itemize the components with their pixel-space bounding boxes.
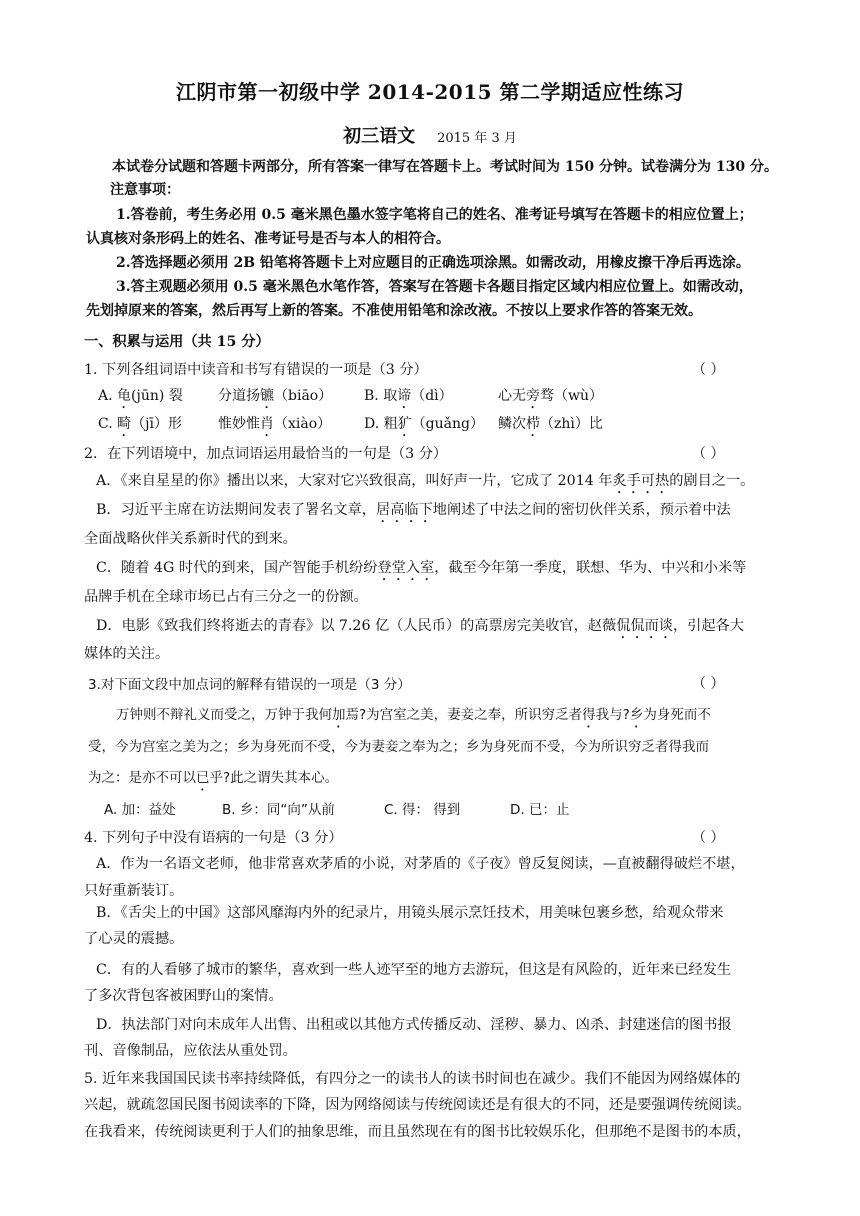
q3-stem: 3.对下面文段中加点词的解释有错误的一项是（3 分） bbox=[88, 677, 411, 693]
q1-option-d: D. 粗犷（guǎng） bbox=[364, 416, 484, 432]
q3-option-d: D. 已：止 bbox=[510, 802, 570, 818]
q1-option-c-2: 惟妙惟肖（xiào） bbox=[218, 416, 332, 432]
q5-line-2: 兴起，就疏忽国民图书阅读率的下降，因为网络阅读与传统阅读还是有很大的不同，还是要强调传统阅读。 bbox=[84, 1097, 751, 1113]
q2-option-d-cont: 媒体的关注。 bbox=[84, 646, 170, 662]
q1-option-c: C. 畸（jī）形 bbox=[98, 416, 182, 432]
notice-heading: 注意事项： bbox=[110, 182, 180, 198]
q3-option-c: C. 得： 得到 bbox=[384, 802, 461, 818]
q1-option-a-2: 分道扬镳（biāo） bbox=[218, 388, 333, 404]
q4-answer-blank: （ ） bbox=[692, 830, 725, 846]
q5-line-3: 在我看来，传统阅读更利于人们的抽象思维，而且虽然现在有的图书比较娱乐化，但那绝不是图书的本质， bbox=[84, 1124, 751, 1140]
q2-option-c: C．随着 4G 时代的到来，国产智能手机纷纷登堂入室，截至今年第一季度，联想、华为、中兴和小米等 bbox=[96, 560, 747, 576]
q4-option-a: A．作为一名语文老师，他非常喜欢茅盾的小说，对茅盾的《子夜》曾反复阅读，—直被翻得破烂不堪， bbox=[96, 856, 745, 872]
q4-option-a-cont: 只好重新装订。 bbox=[84, 883, 184, 899]
q2-option-b-cont: 全面战略伙伴关系新时代的到来。 bbox=[84, 531, 297, 547]
q2-option-b: B．习近平主席在访法期间发表了署名文章，居高临下地阐述了中法之间的密切伙伴关系，预示着中法 bbox=[96, 502, 731, 518]
q3-passage-line-1: 万钟则不辩礼义而受之，万钟于我何加焉?为宫室之美，妻妾之奉，所识穷乏者得我与?乡为身死而不 bbox=[116, 707, 711, 723]
q4-option-c-cont: 了多次背包客被困野山的案情。 bbox=[84, 988, 283, 1004]
q1-option-d-2: 鳞次栉（zhì）比 bbox=[498, 416, 603, 432]
instruction-item-2: 2.答选择题必须用 2B 铅笔将答题卡上对应题目的正确选项涂黑。如需改动，用橡皮擦干净后再选涂。 bbox=[116, 255, 750, 271]
instructions-line-1: 本试卷分试题和答题卡两部分，所有答案一律写在答题卡上。考试时间为 150 分钟。试卷满分为 130 分。 bbox=[112, 159, 778, 175]
q4-option-d-cont: 刊、音像制品，应依法从重处罚。 bbox=[84, 1043, 297, 1059]
exam-subtitle bbox=[0, 122, 860, 148]
q4-option-b-cont: 了心灵的震撼。 bbox=[84, 931, 184, 947]
instruction-item-1b: 认真核对条形码上的姓名、准考证号是否与本人的相符合。 bbox=[86, 231, 450, 247]
q1-option-b: B. 取谛（dì） bbox=[364, 388, 453, 404]
q3-passage-line-2: 受，今为宫室之美为之；乡为身死而不受，今为妻妾之奉为之；乡为身死而不受，今为所识穷乏者得我而 bbox=[88, 739, 709, 755]
q2-option-c-cont: 品牌手机在全球市场已占有三分之一的份额。 bbox=[84, 589, 368, 605]
q4-option-d: D．执法部门对向未成年人出售、出租或以其他方式传播反动、淫秽、暴力、凶杀、封建迷信的图书报 bbox=[96, 1017, 732, 1033]
q1-answer-blank: （ ） bbox=[692, 362, 725, 378]
q4-option-c: C．有的人看够了城市的繁华，喜欢到一些人迹罕至的地方去游玩，但这是有风险的，近年来已经发生 bbox=[96, 962, 732, 978]
q4-stem: 4. 下列句子中没有语病的一句是（3 分） bbox=[84, 830, 343, 846]
q3-option-a: A. 加：益处 bbox=[104, 802, 176, 818]
instruction-item-1a: 1.答卷前，考生务必用 0.5 毫米黑色墨水签字笔将自己的姓名、准考证号填写在答题卡的相应位置上； bbox=[116, 207, 753, 223]
section-heading: 一、积累与运用（共 15 分） bbox=[84, 334, 270, 350]
instruction-item-3a: 3.答主观题必须用 0.5 毫米黑色水笔作答，答案写在答题卡各题目指定区域内相应位置上。如需改动， bbox=[116, 279, 753, 295]
q1-option-a: A. 龟(jūn) 裂 bbox=[98, 388, 183, 404]
instruction-item-3b: 先划掉原来的答案，然后再写上新的答案。不准使用铅笔和涂改液。不按以上要求作答的答案无效。 bbox=[86, 303, 702, 319]
q2-option-d: D．电影《致我们终将逝去的青春》以 7.26 亿（人民币）的高票房完美收官，赵薇侃侃而谈，引起各大 bbox=[96, 618, 744, 634]
q1-option-b-2: 心无旁骛（wù） bbox=[498, 388, 603, 404]
q3-passage-line-3: 为之：是亦不可以已乎?此之谓失其本心。 bbox=[88, 770, 339, 786]
q3-option-b: B. 乡：同“向”从前 bbox=[222, 802, 335, 818]
q1-stem: 1. 下列各组词语中读音和书写有错误的一项是（3 分） bbox=[84, 362, 428, 378]
q3-answer-blank: （ ） bbox=[692, 676, 725, 692]
exam-date: 2015 年 3 月 bbox=[437, 131, 517, 146]
q2-stem: 2．在下列语境中，加点词语运用最恰当的一句是（3 分） bbox=[84, 446, 448, 462]
q2-option-a: A．《来自星星的你》播出以来，大家对它兴致很高，叫好声一片，它成了 2014 年炙手可热的剧目之一。 bbox=[96, 473, 755, 489]
q2-answer-blank: （ ） bbox=[692, 446, 725, 462]
subject-label: 初三语文 bbox=[343, 126, 416, 147]
q4-option-b: B．《舌尖上的中国》这部风靡海内外的纪录片，用镜头展示烹饪技术，用美味包裹乡愁，给观众带来 bbox=[96, 905, 724, 921]
exam-title: 江阴市第一初级中学 2014-2015 第二学期适应性练习 bbox=[175, 80, 685, 104]
q5-line-1: 5. 近年来我国国民读书率持续降低，有四分之一的读书人的读书时间也在减少。我们不能因为网络媒体的 bbox=[84, 1071, 741, 1087]
